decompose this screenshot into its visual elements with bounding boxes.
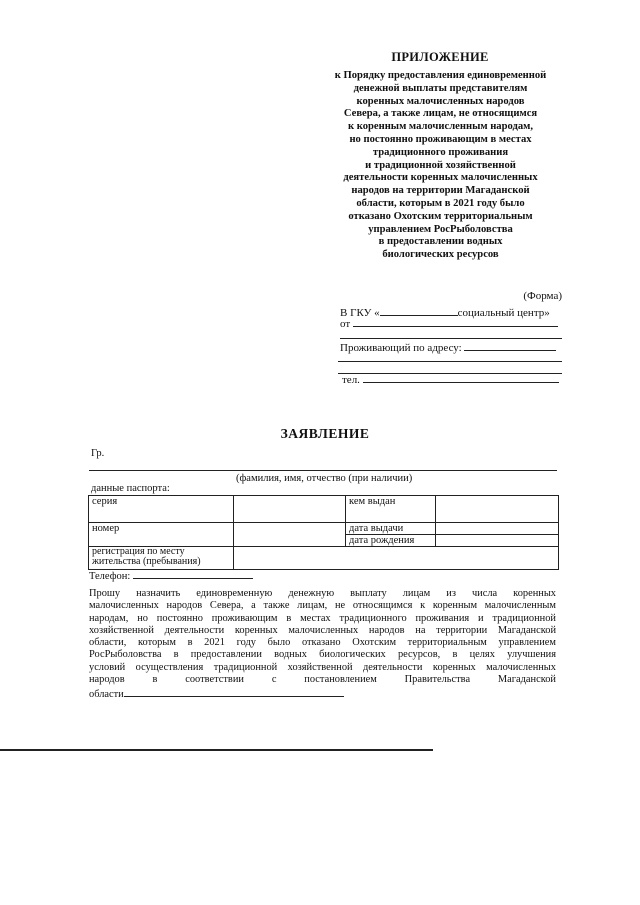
decree-blank[interactable] xyxy=(124,686,344,697)
statement-lines xyxy=(89,588,556,674)
appendix-line: области, которым в 2021 году было xyxy=(356,197,525,209)
telephone-blank[interactable] xyxy=(133,568,253,579)
appendix-line: отказано Охотским территориальным xyxy=(348,210,533,222)
fio-blank[interactable] xyxy=(89,470,557,471)
series-label: серия xyxy=(89,496,234,523)
series-field[interactable] xyxy=(234,496,346,523)
statement-body xyxy=(89,588,556,702)
citizen-label: Гр. xyxy=(91,448,105,459)
statement-word: с xyxy=(271,674,277,686)
appendix-line: традиционного проживания xyxy=(372,146,509,158)
statement-word: постановлением xyxy=(304,674,377,686)
statement-line: малочисленных народов Севера, а также лицам, не относящимся к коренным малочисленным xyxy=(89,600,556,612)
statement-line: хозяйственной деятельности коренных малочисленных народов на территории Магаданской xyxy=(89,624,556,636)
from-label: от xyxy=(340,318,351,330)
appendix-line: и традиционной хозяйственной xyxy=(365,159,516,171)
passport-table xyxy=(88,495,559,570)
telephone-line xyxy=(89,568,253,582)
issued-by-label: кем выдан xyxy=(346,496,436,523)
statement-line: народам, но постоянно проживающим в местах традиционного проживания и традиционной xyxy=(89,612,556,624)
recipient-suffix: социальный центр» xyxy=(457,307,550,319)
address-blank-line-2[interactable] xyxy=(338,361,562,362)
issue-date-field[interactable] xyxy=(436,523,559,535)
fio-caption: (фамилия, имя, отчество (при наличии) xyxy=(236,473,413,484)
appendix-line: управлением РосРыболовства xyxy=(368,223,513,235)
table-row xyxy=(89,547,559,570)
appendix-line: деятельности коренных малочисленных xyxy=(343,172,538,184)
appendix-line: биологических ресурсов xyxy=(382,249,499,261)
residing-blank[interactable] xyxy=(464,340,556,351)
appendix-line: денежной выплаты представителям xyxy=(353,82,528,94)
appendix-line: коренных малочисленных народов xyxy=(356,95,525,107)
birth-date-label: дата рождения xyxy=(346,535,436,547)
statement-line: Прошу назначить единовременную денежную выплату лицам из числа коренных xyxy=(89,588,556,599)
appendix-title: ПРИЛОЖЕНИЕ xyxy=(391,50,489,64)
table-row xyxy=(89,523,559,535)
form-label: (Форма) xyxy=(523,290,562,302)
registration-label: регистрация по месту жительства (пребывания) xyxy=(89,547,234,570)
appendix-line: к коренным малочисленным народам, xyxy=(347,121,534,133)
recipient-blank[interactable] xyxy=(380,305,458,316)
phone-label: тел. xyxy=(342,374,360,386)
statement-word: Магаданской xyxy=(497,674,556,686)
statement-last-line xyxy=(89,674,556,686)
from-blank[interactable] xyxy=(353,316,558,327)
statement-word: в xyxy=(152,674,158,686)
appendix-text xyxy=(308,70,573,262)
residing-line xyxy=(340,340,556,354)
statement-line: области, которым в 2021 году было отказано Охотским территориальным управлением xyxy=(89,637,556,649)
phone-blank[interactable] xyxy=(363,372,559,383)
statement-word: народов xyxy=(89,674,125,686)
number-label: номер xyxy=(89,523,234,547)
recipient-prefix: В ГКУ « xyxy=(340,307,380,319)
appendix-line: народов на территории Магаданской xyxy=(351,185,530,197)
appendix-line: к Порядку предоставления единовременной xyxy=(334,70,547,81)
statement-final-line xyxy=(89,686,556,701)
region-word: области xyxy=(89,689,124,701)
number-field[interactable] xyxy=(234,523,346,547)
phone-line xyxy=(342,372,559,386)
residing-label: Проживающий по адресу: xyxy=(340,342,462,354)
issue-date-label: дата выдачи xyxy=(346,523,436,535)
telephone-label: Телефон: xyxy=(89,571,131,582)
statement-heading: ЗАЯВЛЕНИЕ xyxy=(280,426,370,441)
from-line xyxy=(340,316,558,330)
appendix-line: но постоянно проживающим в местах xyxy=(349,133,532,145)
birth-date-field[interactable] xyxy=(436,535,559,547)
bottom-rule xyxy=(0,749,433,751)
appendix-line: в предоставлении водных xyxy=(378,236,503,248)
statement-line: условий осуществления традиционной хозяйственной деятельности коренных малочисленных xyxy=(89,661,556,673)
statement-word: Правительства xyxy=(404,674,471,686)
statement-line: РосРыболовства в предоставлении водных биологических ресурсов, в целях улучшения xyxy=(89,649,556,661)
statement-word: соответствии xyxy=(185,674,244,686)
issued-by-field[interactable] xyxy=(436,496,559,523)
registration-field[interactable] xyxy=(234,547,559,570)
from-blank-line-2[interactable] xyxy=(340,338,562,339)
passport-label: данные паспорта: xyxy=(91,483,170,494)
appendix-line: Севера, а также лицам, не относящимся xyxy=(343,108,538,120)
